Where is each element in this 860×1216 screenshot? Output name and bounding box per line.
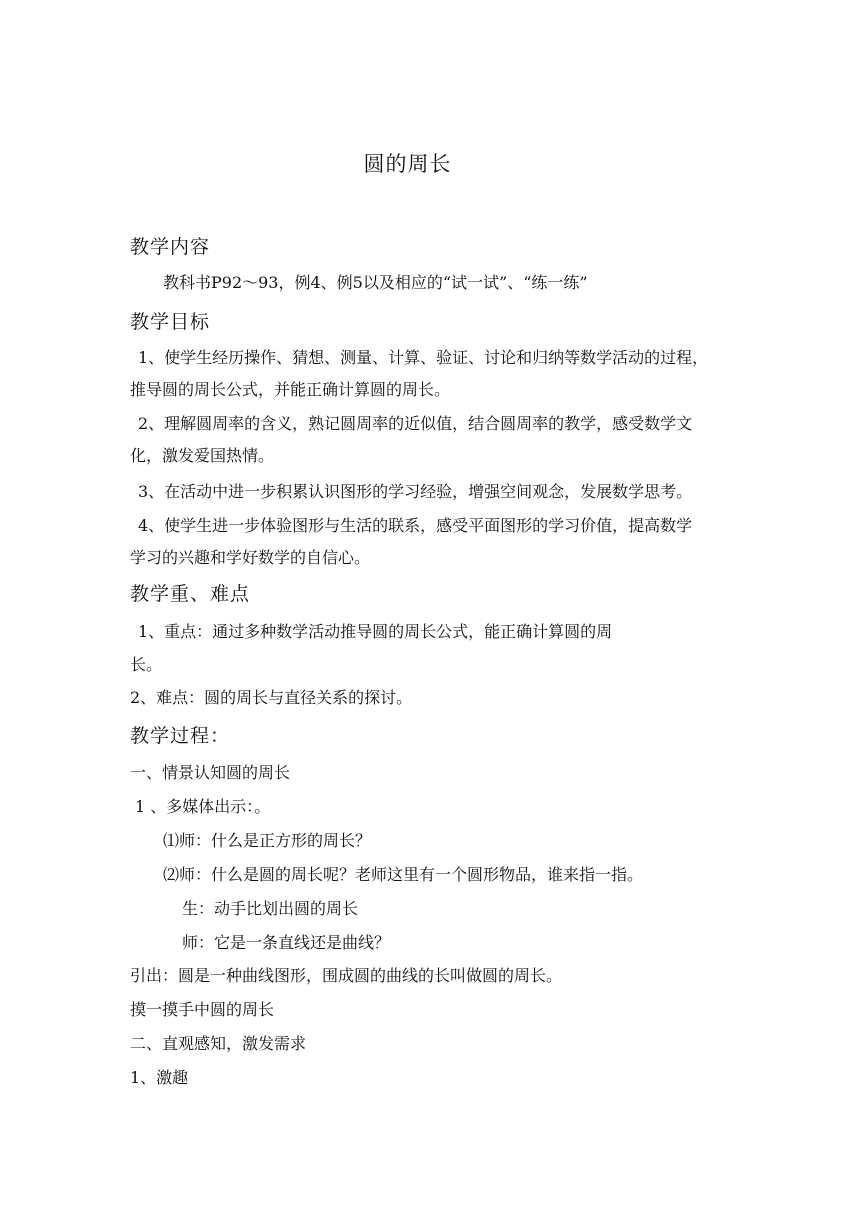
process-teacher-line: 师：它是一条直线还是曲线？ bbox=[182, 933, 391, 952]
process-subitem-1: ⑴师：什么是正方形的周长？ bbox=[163, 831, 372, 850]
process-section-2: 二、直观感知，激发需求 bbox=[130, 1034, 307, 1053]
process-section-1: 一、情景认知圆的周长 bbox=[130, 763, 291, 782]
content-text: 教科书P92～93，例4、例5以及相应的“试一试”、“练一练” bbox=[163, 273, 588, 292]
goal-3: 3、在活动中进一步积累认识图形的学习经验，增强空间观念，发展数学思考。 bbox=[138, 482, 693, 501]
process-item-2: 1、激趣 bbox=[130, 1068, 189, 1087]
document-title: 圆的周长 bbox=[363, 152, 452, 176]
goal-4-line-1: 4、使学生进一步体验图形与生活的联系，感受平面图形的学习价值，提高数学 bbox=[138, 516, 693, 535]
heading-teaching-content: 教学内容 bbox=[130, 236, 211, 258]
goal-1-line-1: 1、使学生经历操作、猜想、测量、计算、验证、讨论和归纳等数学活动的过程， bbox=[138, 348, 709, 367]
goal-4-line-2: 学习的兴趣和学好数学的自信心。 bbox=[130, 548, 371, 567]
process-item-1: 1 、多媒体出示：。 bbox=[135, 797, 271, 816]
heading-key-difficult-points: 教学重、难点 bbox=[130, 583, 251, 605]
process-subitem-2: ⑵师：什么是圆的周长呢？老师这里有一个圆形物品，谁来指一指。 bbox=[163, 865, 644, 884]
keypoint-1-line-1: 1、重点：通过多种数学活动推导圆的周长公式，能正确计算圆的周 bbox=[138, 622, 613, 641]
heading-teaching-goals: 教学目标 bbox=[130, 311, 211, 333]
goal-2-line-2: 化，激发爱国热情。 bbox=[130, 446, 275, 465]
process-student-line: 生：动手比划出圆的周长 bbox=[182, 899, 359, 918]
process-conclusion: 引出：圆是一种曲线图形，围成圆的曲线的长叫做圆的周长。 bbox=[130, 966, 563, 985]
goal-2-line-1: 2、理解圆周率的含义，熟记圆周率的近似值，结合圆周率的教学，感受数学文 bbox=[138, 414, 693, 433]
heading-teaching-process: 教学过程： bbox=[130, 725, 231, 747]
keypoint-2: 2、难点：圆的周长与直径关系的探讨。 bbox=[130, 688, 413, 707]
process-activity: 摸一摸手中圆的周长 bbox=[130, 1000, 275, 1019]
keypoint-1-line-2: 长。 bbox=[130, 655, 163, 674]
goal-1-line-2: 推导圆的周长公式，并能正确计算圆的周长。 bbox=[130, 380, 451, 399]
